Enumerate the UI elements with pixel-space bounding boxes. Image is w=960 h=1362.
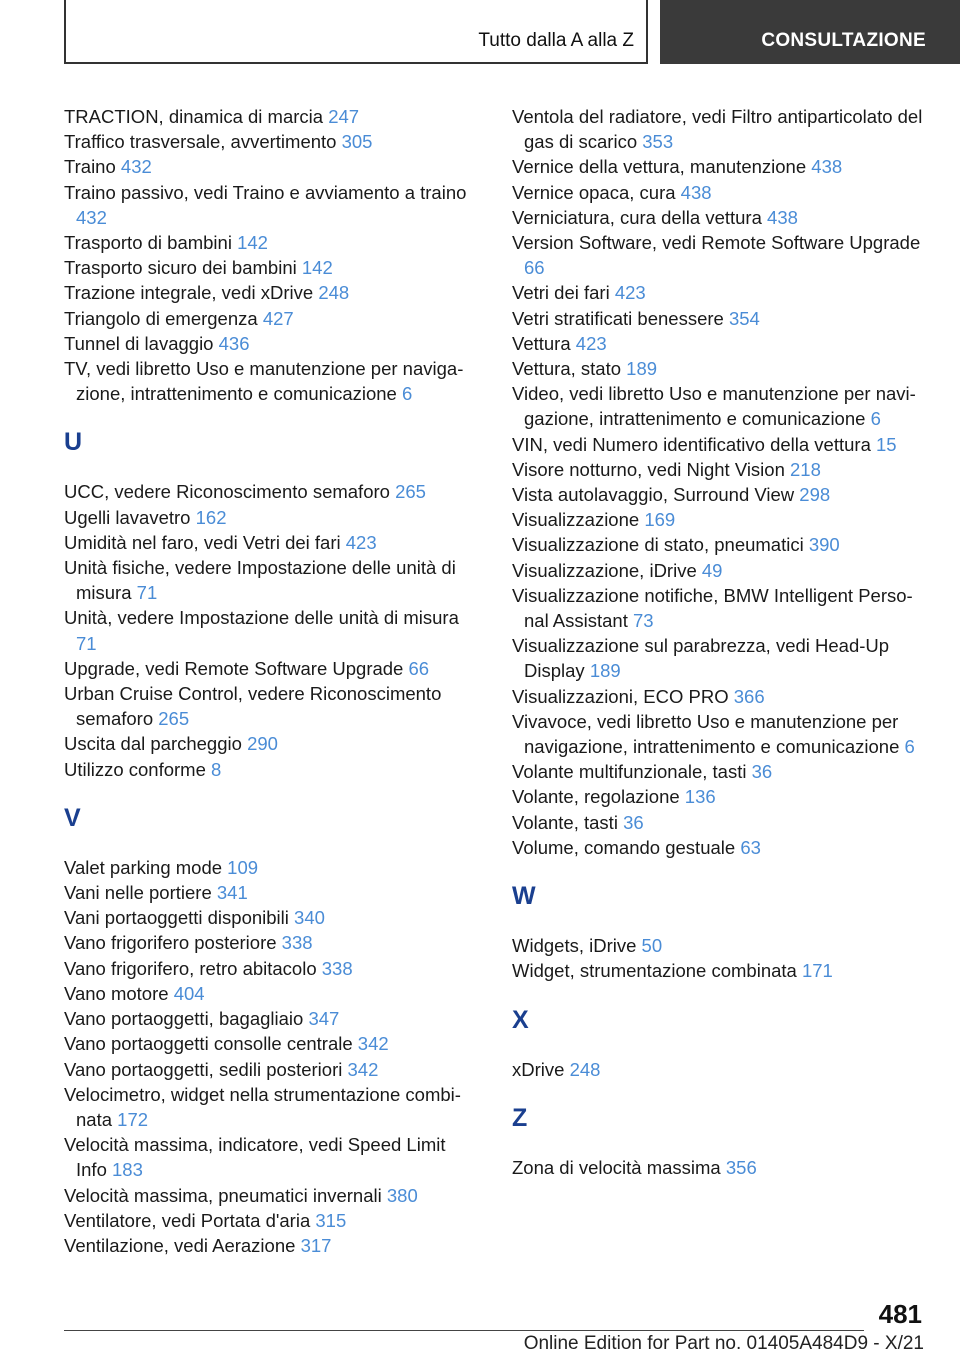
index-entry-page-link[interactable]: 183 xyxy=(112,1159,143,1181)
index-entry-text: Vettura xyxy=(512,332,571,354)
index-entry-text: Verniciatura, cura della vettura xyxy=(512,206,762,228)
index-entry-text: Visualizzazione sul parabrezza, vedi Head-Up Display xyxy=(512,635,890,682)
index-entry-text: Volume, comando gestuale xyxy=(512,836,736,858)
header-title: Tutto dalla A alla Z xyxy=(478,30,634,51)
index-entry-text: Umidità nel faro, vedi Vetri dei fari xyxy=(64,531,341,553)
index-entry-text: Visore notturno, vedi Night Vision xyxy=(512,458,785,480)
index-entry-page-link[interactable]: 6 xyxy=(402,383,413,405)
header-section-label: CONSULTAZIONE xyxy=(761,30,926,51)
index-letter-heading: V xyxy=(64,803,81,832)
index-entry xyxy=(64,1208,478,1233)
index-column-right xyxy=(512,104,928,1180)
index-entry xyxy=(512,104,928,154)
header-title-box xyxy=(64,0,648,64)
index-entry-text: Vano frigorifero, retro abitacolo xyxy=(64,957,317,979)
index-entry-text: Ventilatore, vedi Portata d'aria xyxy=(64,1209,311,1231)
index-entry-text: Vista autolavaggio, Surround View xyxy=(512,484,795,506)
index-entry xyxy=(64,505,478,530)
index-entry xyxy=(512,331,928,356)
index-entry-page-link[interactable]: 66 xyxy=(408,657,430,679)
index-entry-page-link[interactable]: 315 xyxy=(315,1209,347,1231)
index-letter-heading: X xyxy=(512,1005,529,1034)
index-entry-text: Trasporto sicuro dei bambini xyxy=(64,257,297,279)
index-entry-text: Vano portaoggetti consolle centrale xyxy=(64,1033,353,1055)
index-entry xyxy=(64,1132,478,1182)
index-entry-page-link[interactable]: 438 xyxy=(767,206,798,228)
index-entry xyxy=(64,681,478,731)
index-entry xyxy=(512,205,928,230)
index-entry xyxy=(512,810,928,835)
index-entry xyxy=(512,356,928,381)
index-entry xyxy=(512,1155,928,1180)
index-entry xyxy=(64,1082,478,1132)
index-entry xyxy=(64,880,478,905)
index-entry-text: Visualizzazione, iDrive xyxy=(512,559,697,581)
index-entry xyxy=(64,656,478,681)
index-entry-page-link[interactable]: 338 xyxy=(321,957,353,979)
index-entry-text: VIN, vedi Numero identificativo della vettura xyxy=(512,433,871,455)
header-section-tab xyxy=(660,0,960,64)
index-column-left xyxy=(64,104,478,1258)
index-entry xyxy=(512,835,928,860)
index-entry-page-link[interactable]: 6 xyxy=(904,736,915,758)
index-entry xyxy=(64,1057,478,1082)
index-entry-page-link[interactable]: 71 xyxy=(136,582,158,604)
index-entry-text: Widgets, iDrive xyxy=(512,935,637,957)
index-entry-page-link[interactable]: 189 xyxy=(626,358,658,380)
index-entry-text: Trazione integrale, vedi xDrive xyxy=(64,282,314,304)
index-entry-page-link[interactable]: 36 xyxy=(623,811,644,833)
index-entry-page-link[interactable]: 298 xyxy=(799,484,831,506)
index-entry xyxy=(64,306,478,331)
footer-edition: Online Edition for Part no. 01405A484D9 - X/21 xyxy=(523,1333,924,1354)
index-entry-text: Vani portaoggetti disponibili xyxy=(64,907,289,929)
index-entry-page-link[interactable]: 340 xyxy=(294,907,325,929)
index-entry-text: Vano portaoggetti, bagagliaio xyxy=(64,1008,304,1030)
index-entry xyxy=(512,280,928,305)
index-entry-text: Volante, regolazione xyxy=(512,786,680,808)
index-entry-text: Traino passivo, vedi Traino e avviamento a traino xyxy=(64,181,467,203)
index-entry-page-link[interactable]: 290 xyxy=(247,733,278,755)
index-entry-page-link[interactable]: 162 xyxy=(195,506,227,528)
index-entry xyxy=(64,981,478,1006)
index-entry xyxy=(64,356,478,406)
index-entry xyxy=(512,558,928,583)
index-entry-text: Ventola del radiatore, vedi Filtro antiparticolato del gas di scarico xyxy=(512,106,923,153)
index-entry xyxy=(512,507,928,532)
index-entry-page-link[interactable]: 109 xyxy=(227,856,259,878)
index-entry-page-link[interactable]: 172 xyxy=(117,1108,149,1130)
index-entry-text: Volante, tasti xyxy=(512,811,618,833)
index-entry xyxy=(512,154,928,179)
index-entry xyxy=(64,154,478,179)
index-entry-page-link[interactable]: 71 xyxy=(76,632,97,654)
index-entry-page-link[interactable]: 423 xyxy=(575,332,607,354)
index-entry-page-link[interactable]: 317 xyxy=(300,1234,332,1256)
index-entry-page-link[interactable]: 50 xyxy=(641,935,663,957)
index-entry-page-link[interactable]: 342 xyxy=(347,1058,379,1080)
index-entry xyxy=(512,180,928,205)
index-entry-page-link[interactable]: 404 xyxy=(173,982,205,1004)
index-entry-page-link[interactable]: 142 xyxy=(301,257,333,279)
index-entry xyxy=(64,1233,478,1258)
index-letter-heading: W xyxy=(512,882,536,911)
index-entry-text: Vettura, stato xyxy=(512,358,622,380)
index-entry-text: TRACTION, dinamica di marcia xyxy=(64,106,324,127)
index-entry-page-link[interactable]: 189 xyxy=(589,660,621,682)
index-entry-text: Triangolo di emergenza xyxy=(64,307,258,329)
page-number: 481 xyxy=(878,1299,922,1329)
index-entry xyxy=(512,432,928,457)
index-entry xyxy=(512,230,928,280)
index-entry-text: Volante multifunzionale, tasti xyxy=(512,761,747,783)
index-entry-page-link[interactable]: 380 xyxy=(386,1184,418,1206)
index-entry xyxy=(64,605,478,655)
index-entry-page-link[interactable]: 63 xyxy=(740,836,761,858)
index-letter-heading: U xyxy=(64,428,83,457)
index-entry-page-link[interactable]: 142 xyxy=(237,232,268,254)
index-entry-text: Upgrade, vedi Remote Software Upgrade xyxy=(64,657,404,679)
index-entry xyxy=(64,129,478,154)
index-entry-text: Visualizzazione di stato, pneumatici xyxy=(512,534,804,556)
index-entry-page-link[interactable]: 8 xyxy=(211,758,222,780)
index-entry xyxy=(512,759,928,784)
index-entry-text: Vernice opaca, cura xyxy=(512,181,676,203)
index-entry-page-link[interactable]: 169 xyxy=(644,509,676,531)
index-entry-text: Valet parking mode xyxy=(64,856,223,878)
index-entry-text: Widget, strumentazione combinata xyxy=(512,960,797,982)
index-entry-text: Visualizzazioni, ECO PRO xyxy=(512,685,729,707)
index-entry xyxy=(64,757,478,782)
index-entry-page-link[interactable]: 265 xyxy=(158,708,190,730)
index-entry xyxy=(64,104,478,129)
index-entry-text: Visualizzazione notifiche, BMW Intelligent Personal Assistant xyxy=(512,584,913,632)
index-entry-page-link[interactable]: 354 xyxy=(728,307,760,329)
index-entry-text: Vano frigorifero posteriore xyxy=(64,932,277,954)
index-entry-text: Zona di velocità massima xyxy=(512,1156,721,1178)
index-entry-text: Trasporto di bambini xyxy=(64,232,232,254)
index-entry xyxy=(512,958,928,983)
index-entry xyxy=(512,381,928,431)
index-entry-page-link[interactable]: 6 xyxy=(870,408,881,430)
index-entry-page-link[interactable]: 366 xyxy=(733,685,765,707)
index-entry xyxy=(64,1031,478,1056)
index-entry-page-link[interactable]: 265 xyxy=(395,481,426,503)
footer-divider xyxy=(64,1330,864,1331)
index-entry xyxy=(64,930,478,955)
index-entry-page-link[interactable]: 73 xyxy=(633,610,654,632)
index-entry-page-link[interactable]: 342 xyxy=(357,1033,389,1055)
index-entry-page-link[interactable]: 347 xyxy=(308,1008,340,1030)
index-entry xyxy=(512,532,928,557)
index-entry xyxy=(64,530,478,555)
index-entry-text: Vano motore xyxy=(64,982,169,1004)
index-entry-text: Utilizzo conforme xyxy=(64,758,206,780)
index-entry-text: UCC, vedere Riconoscimento semaforo xyxy=(64,481,390,503)
index-entry-text: Vetri dei fari xyxy=(512,282,610,304)
index-entry-page-link[interactable]: 248 xyxy=(318,282,350,304)
index-entry-text: Unità fisiche, vedere Impostazione delle unità di misura xyxy=(64,557,456,604)
index-entry-page-link[interactable]: 36 xyxy=(751,761,773,783)
index-entry-text: Version Software, vedi Remote Software Upgrade xyxy=(512,232,921,254)
index-entry-page-link[interactable]: 247 xyxy=(328,106,360,127)
index-entry-text: Urban Cruise Control, vedere Riconoscimento semaforo xyxy=(64,683,442,730)
index-entry-page-link[interactable]: 356 xyxy=(725,1156,757,1178)
index-entry-page-link[interactable]: 432 xyxy=(76,206,107,228)
index-entry-page-link[interactable]: 353 xyxy=(642,131,674,153)
index-entry-page-link[interactable]: 423 xyxy=(345,531,377,553)
index-entry-text: Velocimetro, widget nella strumentazione combinata xyxy=(64,1083,461,1130)
index-entry-text: Vernice della vettura, manutenzione xyxy=(512,156,807,178)
index-entry-text: TV, vedi libretto Uso e manutenzione per navigazione, intrattenimento e comunicazione xyxy=(64,358,464,405)
index-entry-text: Uscita dal parcheggio xyxy=(64,733,242,755)
index-entry xyxy=(64,1006,478,1031)
index-entry xyxy=(64,280,478,305)
index-entry xyxy=(64,255,478,280)
index-entry-text: Traffico trasversale, avvertimento xyxy=(64,131,337,153)
index-entry-text: Traino xyxy=(64,156,116,178)
index-entry-page-link[interactable]: 341 xyxy=(216,882,248,904)
index-entry xyxy=(512,784,928,809)
index-entry-text: Ventilazione, vedi Aerazione xyxy=(64,1234,296,1256)
index-entry-page-link[interactable]: 66 xyxy=(524,257,545,279)
index-entry-text: Velocità massima, pneumatici invernali xyxy=(64,1184,382,1206)
index-entry-text: Vetri stratificati benessere xyxy=(512,307,724,329)
index-entry-page-link[interactable]: 49 xyxy=(701,559,723,581)
index-entry xyxy=(64,1183,478,1208)
index-entry xyxy=(64,479,478,504)
index-entry xyxy=(64,855,478,880)
index-entry xyxy=(64,956,478,981)
index-entry xyxy=(64,180,478,230)
index-entry-page-link[interactable]: 171 xyxy=(801,960,833,982)
index-entry-page-link[interactable]: 432 xyxy=(120,156,152,178)
index-entry-text: Video, vedi libretto Uso e manutenzione per navigazione, intrattenimento e comunicazione xyxy=(512,383,916,430)
index-entry xyxy=(512,583,928,633)
index-entry xyxy=(64,905,478,930)
index-entry-text: xDrive xyxy=(512,1058,565,1080)
index-entry-page-link[interactable]: 423 xyxy=(614,282,646,304)
index-entry-text: Unità, vedere Impostazione delle unità di misura xyxy=(64,607,459,629)
index-entry-page-link[interactable]: 15 xyxy=(876,433,897,455)
index-entry xyxy=(64,555,478,605)
index-entry-text: Ugelli lavavetro xyxy=(64,506,191,528)
index-entry-text: Vani nelle portiere xyxy=(64,882,212,904)
index-entry-page-link[interactable]: 390 xyxy=(808,534,840,556)
index-entry xyxy=(512,633,928,683)
index-entry xyxy=(512,709,928,759)
index-entry-page-link[interactable]: 427 xyxy=(262,307,294,329)
index-entry-page-link[interactable]: 438 xyxy=(680,181,712,203)
index-entry xyxy=(64,731,478,756)
index-entry-text: Vano portaoggetti, sedili posteriori xyxy=(64,1058,343,1080)
index-entry xyxy=(64,331,478,356)
index-entry-page-link[interactable]: 248 xyxy=(569,1058,601,1080)
index-entry-page-link[interactable]: 218 xyxy=(790,458,821,480)
index-entry-text: Vivavoce, vedi libretto Uso e manutenzione per navigazione, intrattenimento e comunicazione xyxy=(512,710,900,758)
index-entry-page-link[interactable]: 436 xyxy=(218,332,250,354)
index-entry-page-link[interactable]: 438 xyxy=(811,156,843,178)
index-entry-page-link[interactable]: 305 xyxy=(341,131,373,153)
index-entry xyxy=(512,933,928,958)
index-entry-page-link[interactable]: 136 xyxy=(684,786,716,808)
index-entry xyxy=(512,482,928,507)
index-entry-text: Velocità massima, indicatore, vedi Speed Limit Info xyxy=(64,1134,446,1181)
index-letter-heading: Z xyxy=(512,1103,528,1132)
index-entry-text: Visualizzazione xyxy=(512,509,640,531)
index-entry xyxy=(512,457,928,482)
index-entry xyxy=(512,684,928,709)
index-entry-page-link[interactable]: 338 xyxy=(281,932,313,954)
index-entry-text: Tunnel di lavaggio xyxy=(64,332,214,354)
index-entry xyxy=(512,306,928,331)
index-entry xyxy=(64,230,478,255)
index-entry xyxy=(512,1057,928,1082)
